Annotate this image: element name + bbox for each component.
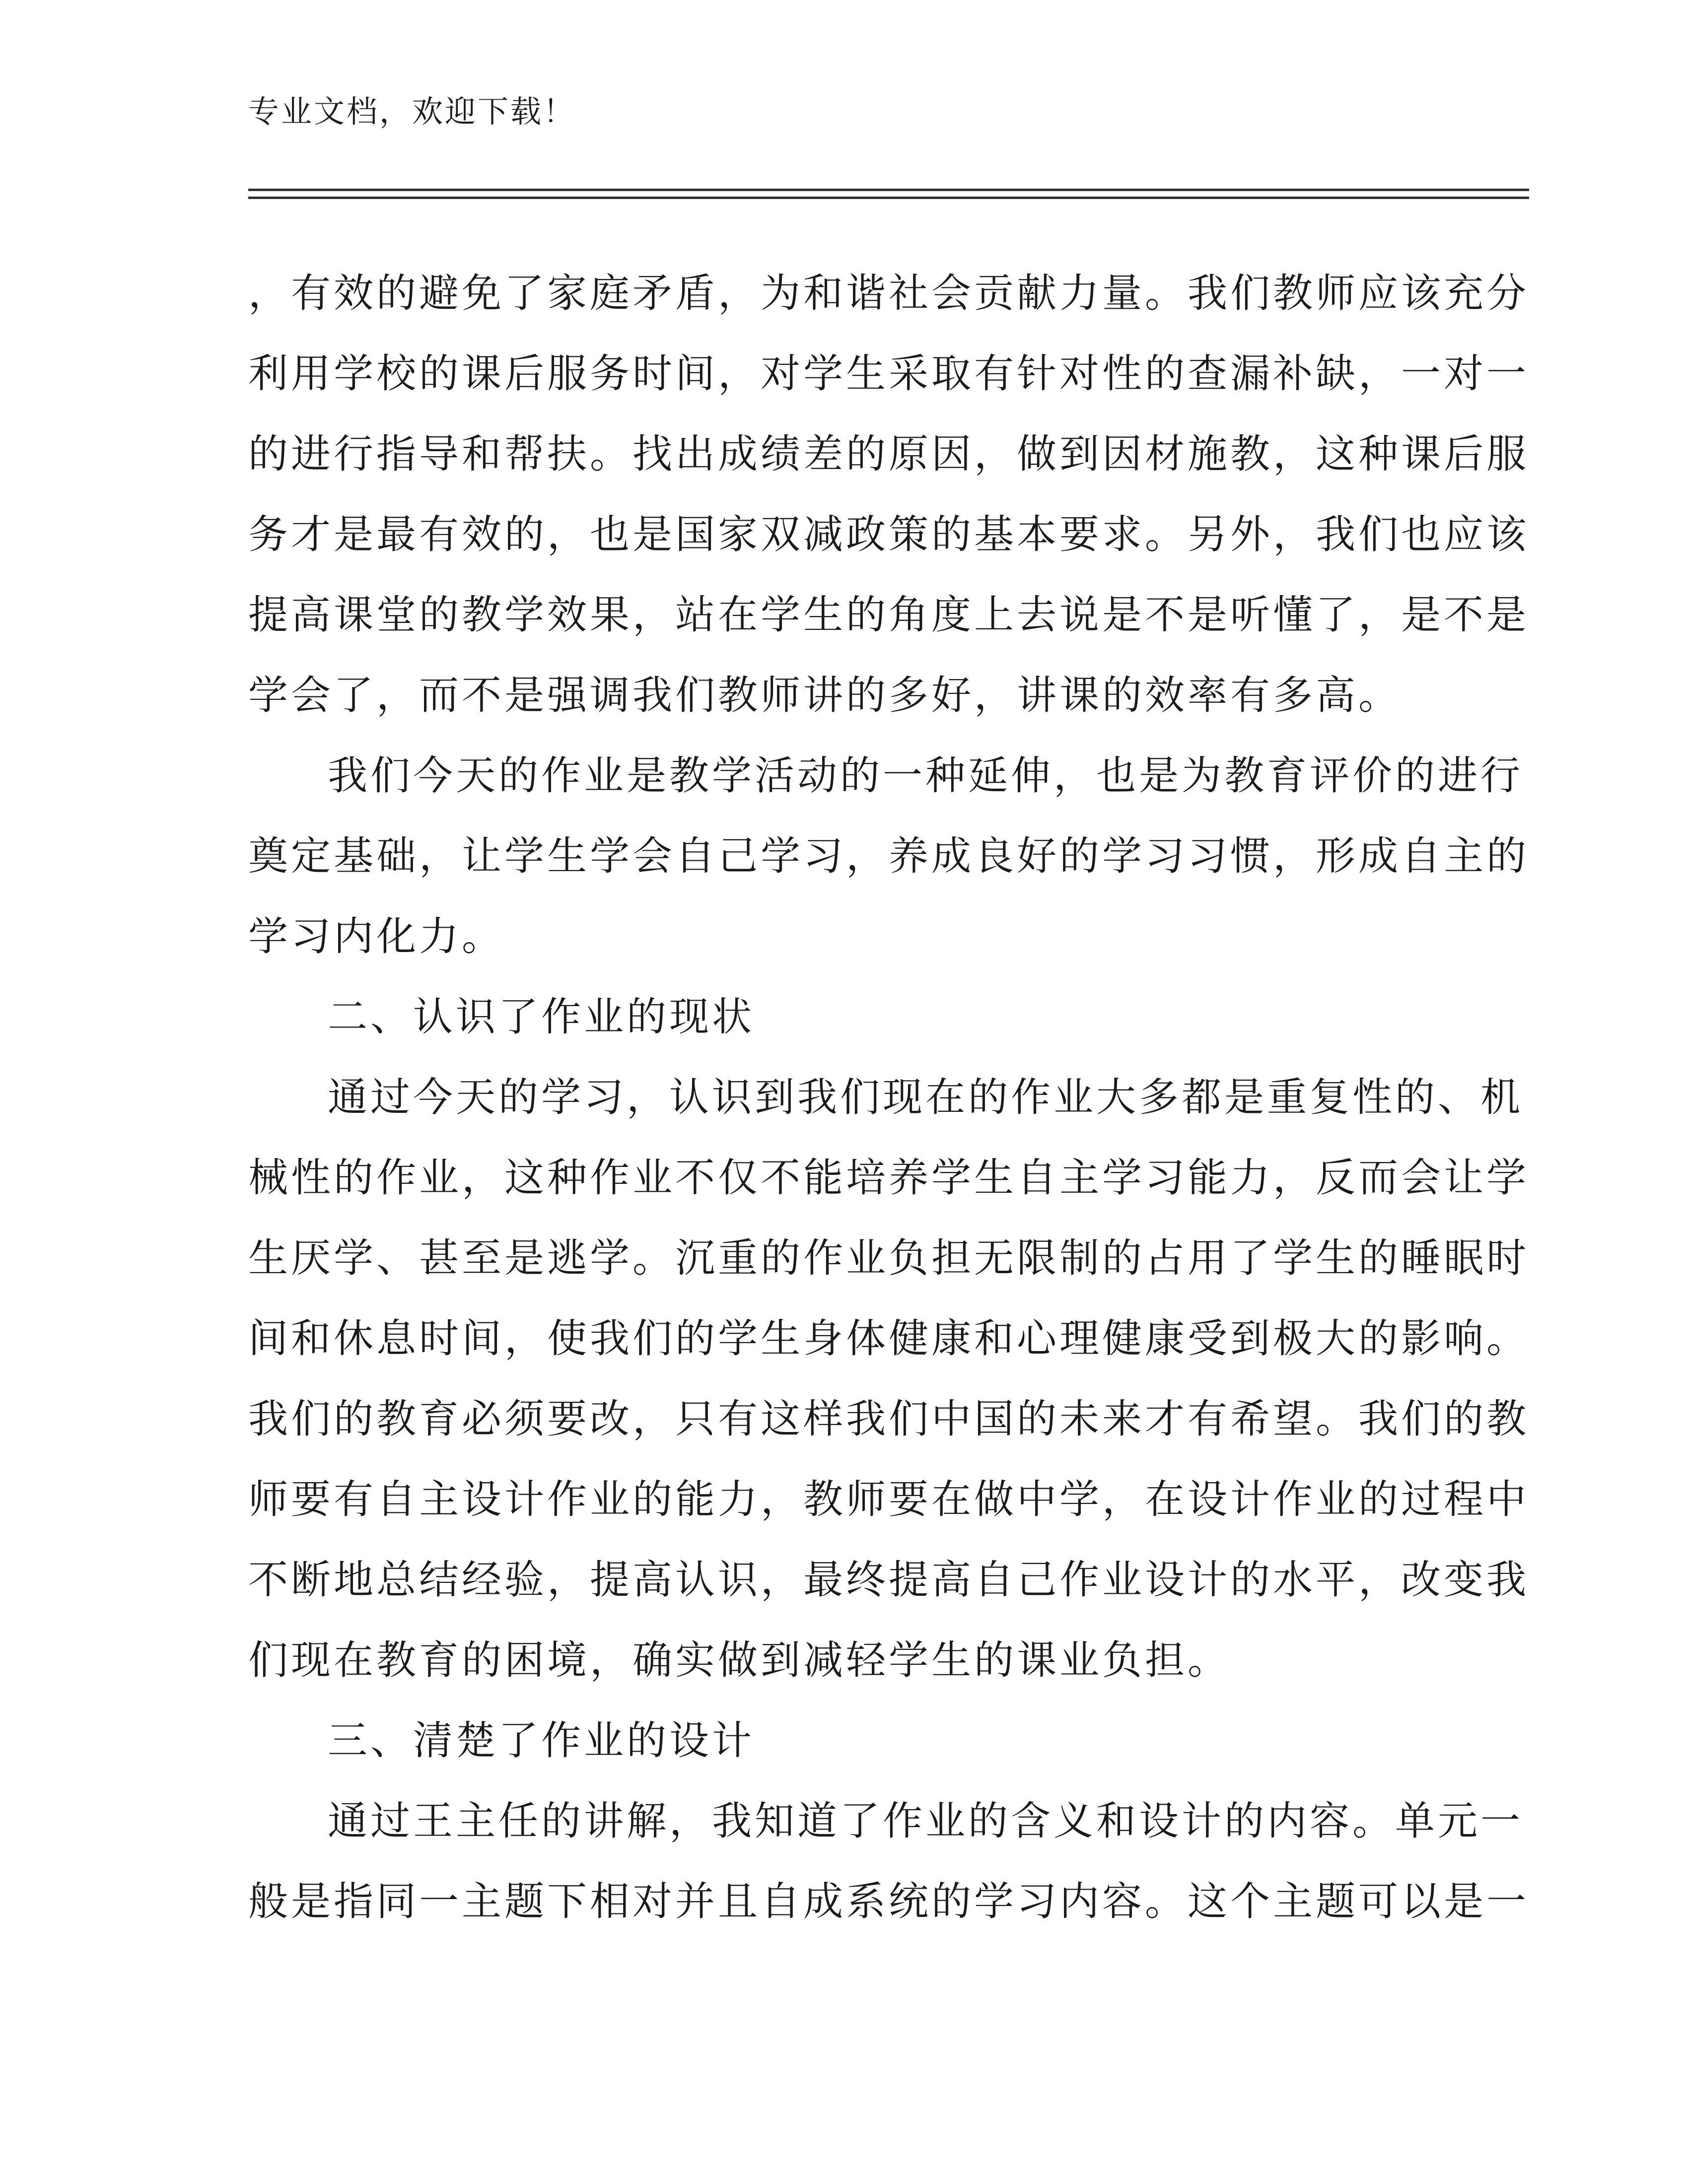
body-line: 学会了，而不是强调我们教师讲的多好，讲课的效率有多高。 [248,672,1401,718]
header-divider-bottom [248,197,1529,199]
paragraph-start-line: 通过今天的学习，认识到我们现在的作业大多都是重复性的、机 [328,1074,1523,1120]
body-line: 间和休息时间，使我们的学生身体健康和心理健康受到极大的影响。 [248,1315,1529,1362]
paragraph-start-line: 我们今天的作业是教学活动的一种延伸，也是为教育评价的进行 [328,752,1523,799]
section-heading: 二、认识了作业的现状 [328,994,755,1040]
header-divider-top [248,189,1529,191]
body-line: 提高课堂的教学效果，站在学生的角度上去说是不是听懂了，是不是 [248,592,1529,638]
section-heading: 三、清楚了作业的设计 [328,1717,755,1764]
document-body [248,253,1529,1942]
body-line: 学习内化力。 [248,913,504,959]
paragraph-start-line: 通过王主任的讲解，我知道了作业的含义和设计的内容。单元一 [328,1798,1523,1844]
body-line: 利用学校的课后服务时间，对学生采取有针对性的查漏补缺，一对一 [248,350,1529,397]
page-header-text: 专业文档，欢迎下载！ [248,93,576,130]
body-line: 的进行指导和帮扶。找出成绩差的原因，做到因材施教，这种课后服 [248,431,1529,477]
body-line: 们现在教育的困境，确实做到减轻学生的课业负担。 [248,1637,1230,1683]
body-line: 奠定基础，让学生学会自己学习，养成良好的学习习惯，形成自主的 [248,833,1529,879]
body-line: 师要有自主设计作业的能力，教师要在做中学，在设计作业的过程中 [248,1476,1529,1522]
body-line: 生厌学、甚至是逃学。沉重的作业负担无限制的占用了学生的睡眠时 [248,1235,1529,1281]
body-line: 不断地总结经验，提高认识，最终提高自己作业设计的水平，改变我 [248,1557,1529,1603]
body-line: 般是指同一主题下相对并且自成系统的学习内容。这个主题可以是一 [248,1878,1529,1924]
body-line: 务才是最有效的，也是国家双减政策的基本要求。另外，我们也应该 [248,511,1529,557]
body-line: 械性的作业，这种作业不仅不能培养学生自主学习能力，反而会让学 [248,1155,1529,1201]
body-line: 我们的教育必须要改，只有这样我们中国的未来才有希望。我们的教 [248,1396,1529,1442]
body-line: ，有效的避免了家庭矛盾，为和谐社会贡献力量。我们教师应该充分 [248,270,1529,316]
